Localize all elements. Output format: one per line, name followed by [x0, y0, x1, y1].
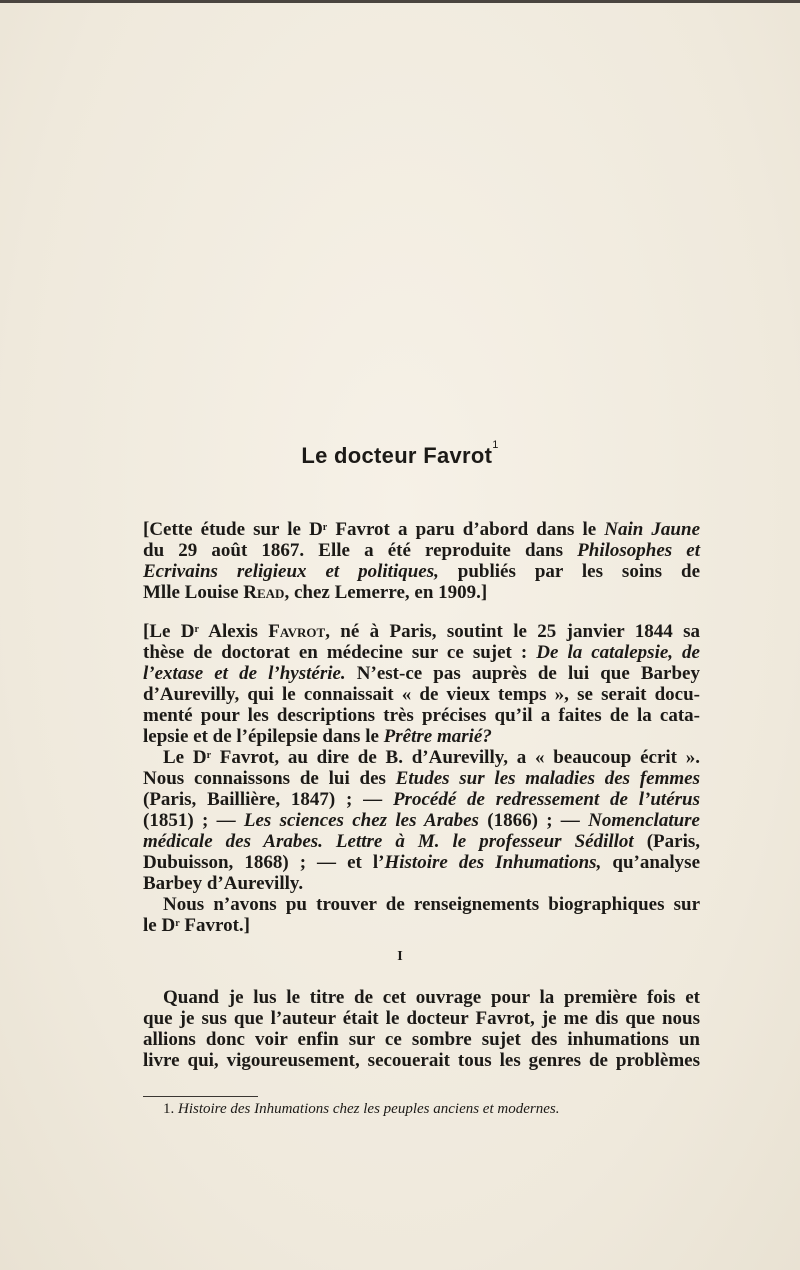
bio-line: (1851) ; — Les sciences chez les Arabes (1866) ; — Nomenclature — [143, 810, 700, 831]
bio-line: Nous connaissons de lui des Etudes sur les maladies des femmes — [143, 768, 700, 789]
footnote — [163, 1101, 559, 1118]
bio-line: Dubuisson, 1868) ; — et l’Histoire des Inhumations, qu’analyse — [143, 852, 701, 873]
intro-line: [Cette étude sur le $D^r$ Favrot a paru d’abord dans le Nain Jaune — [143, 519, 701, 540]
title-footnote-marker: 1 — [492, 439, 499, 451]
bio-line: d’Aurevilly, qui le connaissait « de vieux temps », se serait docu- — [143, 684, 700, 705]
bio-line: Le $D^r$ Favrot, au dire de B. d’Aurevilly, a « beaucoup écrit ». — [163, 747, 701, 768]
main-line: livre qui, vigoureusement, secouerait tous les genres de problèmes — [143, 1050, 700, 1071]
bio-line: [Le $D^r$ Alexis Favrot, né à Paris, soutint le 25 janvier 1844 sa — [143, 621, 701, 642]
footnote-number: 1. — [163, 1101, 175, 1117]
bio-line: menté pour les descriptions très précises qu’il a faites de la cata- — [143, 705, 700, 726]
section-number: I — [397, 949, 403, 964]
bio-line: l’extase et de l’hystérie. N’est-ce pas auprès de lui que Barbey — [143, 663, 700, 684]
main-paragraph — [143, 987, 700, 1071]
footnote-rule — [143, 1096, 258, 1097]
footnote-text: Histoire des Inhumations chez les peuples anciens et modernes. — [178, 1101, 560, 1117]
bio-line: (Paris, Baillière, 1847) ; — Procédé de redressement de l’utérus — [143, 789, 700, 810]
intro-line: du 29 août 1867. Elle a été reproduite dans Philosophes et — [143, 540, 700, 561]
bio-line: lepsie et de l’épilepsie dans le Prêtre marié? — [143, 726, 492, 747]
main-line: allions donc voir enfin sur ce sombre sujet des inhumations un — [143, 1029, 700, 1050]
bio-line: thèse de doctorat en médecine sur ce sujet : De la catalepsie, de — [143, 642, 700, 663]
biography-block — [143, 621, 700, 936]
chapter-title-text: Le docteur Favrot — [301, 443, 493, 468]
bio-line: médicale des Arabes. Lettre à M. le professeur Sédillot (Paris, — [143, 831, 700, 852]
top-edge-rule — [0, 0, 800, 3]
main-line: Quand je lus le titre de cet ouvrage pour la première fois et — [163, 987, 700, 1008]
bio-line: le $D^r$ Favrot.] — [143, 915, 250, 936]
chapter-title — [0, 439, 800, 469]
intro-paragraph — [143, 519, 700, 603]
intro-line: Ecrivains religieux et politiques, publiés par les soins de — [143, 561, 700, 582]
intro-line: Mlle Louise Read, chez Lemerre, en 1909.] — [143, 582, 488, 603]
bio-line: Nous n’avons pu trouver de renseignements biographiques sur — [163, 894, 700, 915]
bio-line: Barbey d’Aurevilly. — [143, 873, 304, 894]
main-line: que je sus que l’auteur était le docteur Favrot, je me dis que nous — [143, 1008, 700, 1029]
